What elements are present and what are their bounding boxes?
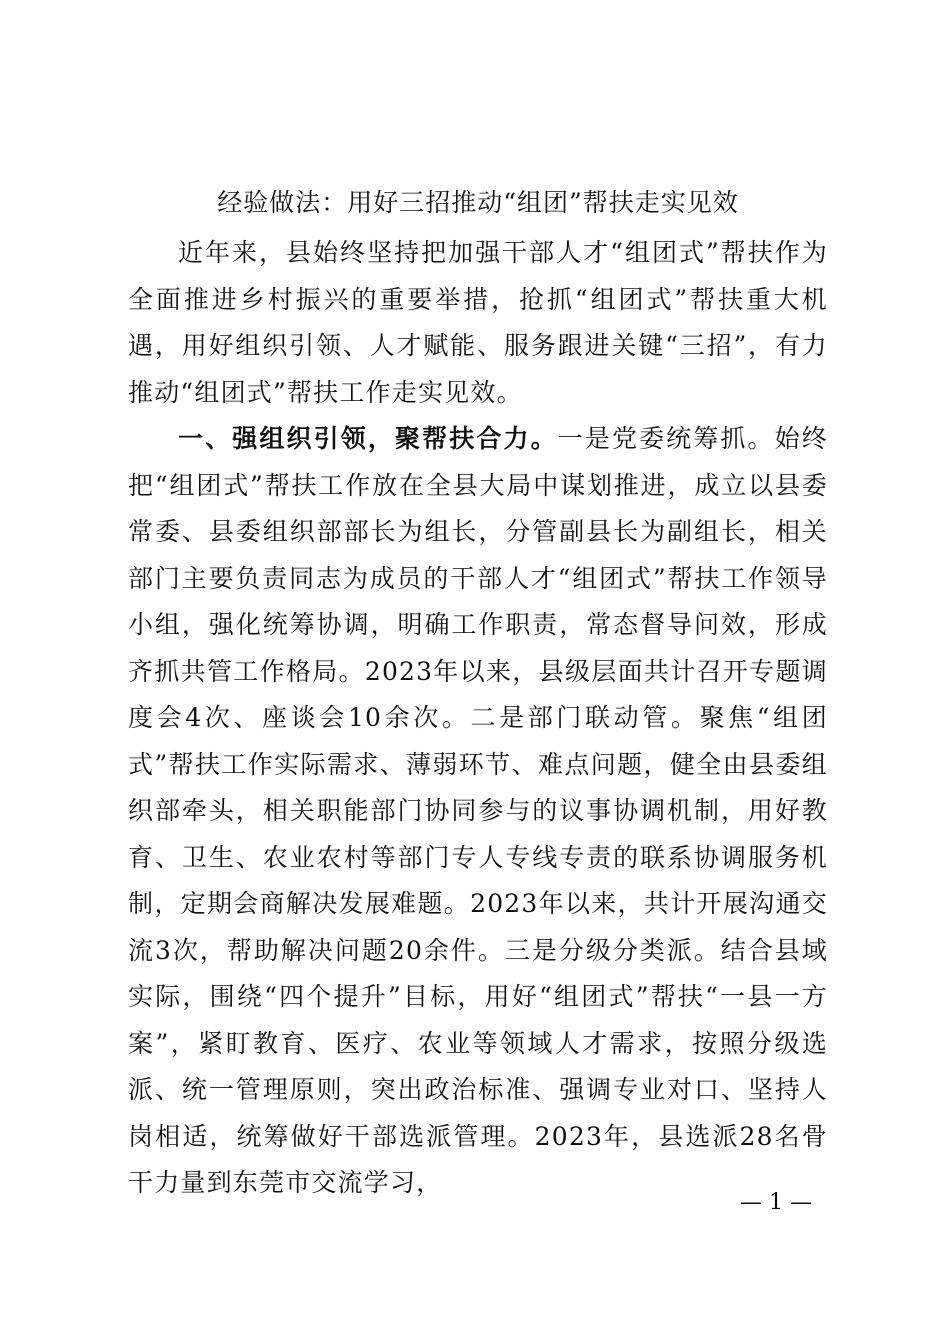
document-title: 经验做法：用好三招推动“组团”帮扶走实见效 [217,188,739,217]
page-number: — 1 — [740,1190,812,1215]
section-1-heading: 一、强组织引领，聚帮扶合力。 [178,424,558,453]
document-body [128,230,828,1207]
section-1-paragraph [128,416,828,1207]
section-1-body: 一是党委统筹抓。始终把“组团式”帮扶工作放在全县大局中谋划推进，成立以县委常委、县委组织部部长为组长，分管副县长为副组长，相关部门主要负责同志为成员的干部人才“组团式”帮扶工作领导小组，强化统筹协调，明确工作职责，常态督导问效，形成齐抓共管工作格局。2023年以来，县级层面共计召开专题调度会4次、座谈会10余次。二是部门联动管。聚焦“组团式”帮扶工作实际需求、薄弱环节、难点问题，健全由县委组织部牵头，相关职能部门协同参与的议事协调机制，用好教育、卫生、农业农村等部门专人专线专责的联系协调服务机制，定期会商解决发展难题。2023年以来，共计开展沟通交流3次，帮助解决问题20余件。三是分级分类派。结合县域实际，围绕“四个提升”目标，用好“组团式”帮扶“一县一方案”，紧盯教育、医疗、农业等领域人才需求，按照分级选派、统一管理原则，突出政治标准、强调专业对口、坚持人岗相适，统筹做好干部选派管理。2023年，县选派28名骨干力量到东莞市交流学习， [128,424,828,1197]
intro-paragraph: 近年来，县始终坚持把加强干部人才“组团式”帮扶作为全面推进乡村振兴的重要举措，抢抓“组团式”帮扶重大机遇，用好组织引领、人才赋能、服务跟进关键“三招”，有力推动“组团式”帮扶工作走实见效。 [128,238,828,407]
